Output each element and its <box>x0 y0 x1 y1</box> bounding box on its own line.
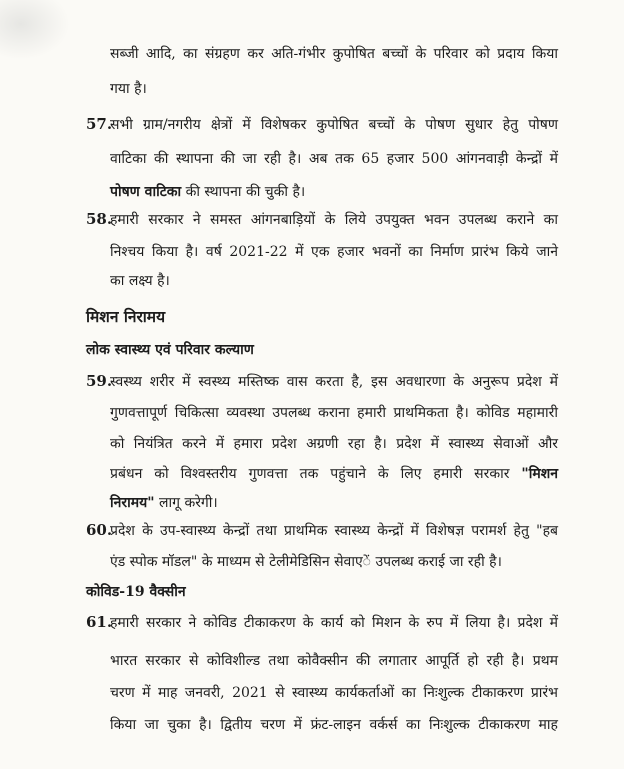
text-span: की स्थापना की चुकी है। <box>181 184 306 200</box>
scan-smudge <box>0 0 70 60</box>
text-line <box>110 493 558 513</box>
text-line: भारत सरकार से कोविशील्ड तथा कोवैक्सीन की लगातार आपूर्ति हो रही है। प्रथम <box>110 653 558 669</box>
text-line: सभी ग्राम/नगरीय क्षेत्रों में विशेषकर कुपोषित बच्चों के पोषण सुधार हेतु पोषण <box>110 117 558 133</box>
text-line: एंड स्पोक मॉडल" के माध्यम से टेलीमेडिसिन सेवाएें उपलब्ध कराई जा रही है। <box>110 554 502 570</box>
text-line: हमारी सरकार ने समस्त आंगनबाड़ियों के लिये उपयुक्त भवन उपलब्ध कराने का <box>110 212 558 228</box>
paragraph-number: 60. <box>86 521 113 539</box>
sub-heading: लोक स्वास्थ्य एवं परिवार कल्याण <box>86 342 254 358</box>
bold-term: पोषण वाटिका <box>110 184 182 200</box>
text-span: लागू करेगी। <box>154 495 218 511</box>
text-line: का लक्ष्य है। <box>110 273 170 289</box>
text-line <box>110 182 558 202</box>
text-line: हमारी सरकार ने कोविड टीकाकरण के कार्य को मिशन के रुप में लिया है। प्रदेश में <box>110 615 558 631</box>
section-heading: कोविड-19 वैक्सीन <box>86 584 186 600</box>
bold-term: "मिशन <box>521 466 558 482</box>
text-line: स्वस्थ्य शरीर में स्वस्थ्य मस्तिष्क वास करता है, इस अवधारणा के अनुरूप प्रदेश में <box>110 374 558 390</box>
text-line: को नियंत्रित करने में हमारा प्रदेश अग्रणी रहा है। प्रदेश में स्वास्थ्य सेवाओं और <box>110 436 558 452</box>
text-line: किया जा चुका है। द्वितीय चरण में फ्रंट-लाइन वर्कर्स का निःशुल्क टीकाकरण माह <box>110 717 558 733</box>
text-line: गया है। <box>110 81 147 97</box>
text-line: गुणवत्तापूर्ण चिकित्सा व्यवस्था उपलब्ध कराना हमारी प्राथमिकता है। कोविड महामारी <box>110 405 558 421</box>
section-heading: मिशन निरामय <box>86 307 166 326</box>
paragraph-number: 59. <box>86 372 113 390</box>
text-line: प्रदेश के उप-स्वास्थ्य केन्द्रों तथा प्राथमिक स्वास्थ्य केन्द्रों में विशेषज्ञ परामर्श हेतु "हब <box>110 523 558 539</box>
paragraph-number: 58. <box>86 210 113 228</box>
text-line: सब्जी आदि, का संग्रहण कर अति-गंभीर कुपोषित बच्चों के परिवार को प्रदाय किया <box>110 46 558 62</box>
paragraph-number: 57. <box>86 115 113 133</box>
bold-term: निरामय" <box>110 495 155 511</box>
text-line: चरण में माह जनवरी, 2021 से स्वास्थ्य कार्यकर्ताओं का निःशुल्क टीकाकरण प्रारंभ <box>110 685 558 701</box>
text-span: प्रबंधन को विश्वस्तरीय गुणवत्ता तक पहुंचाने के लिए हमारी सरकार <box>110 466 522 482</box>
text-line: वाटिका की स्थापना की जा रही है। अब तक 65 हजार 500 आंगनवाड़ी केन्द्रों में <box>110 151 558 167</box>
paragraph-number: 61. <box>86 613 113 631</box>
text-line: निश्चय किया है। वर्ष 2021-22 में एक हजार भवनों का निर्माण प्रारंभ किये जाने <box>110 244 558 260</box>
text-line <box>110 464 558 484</box>
